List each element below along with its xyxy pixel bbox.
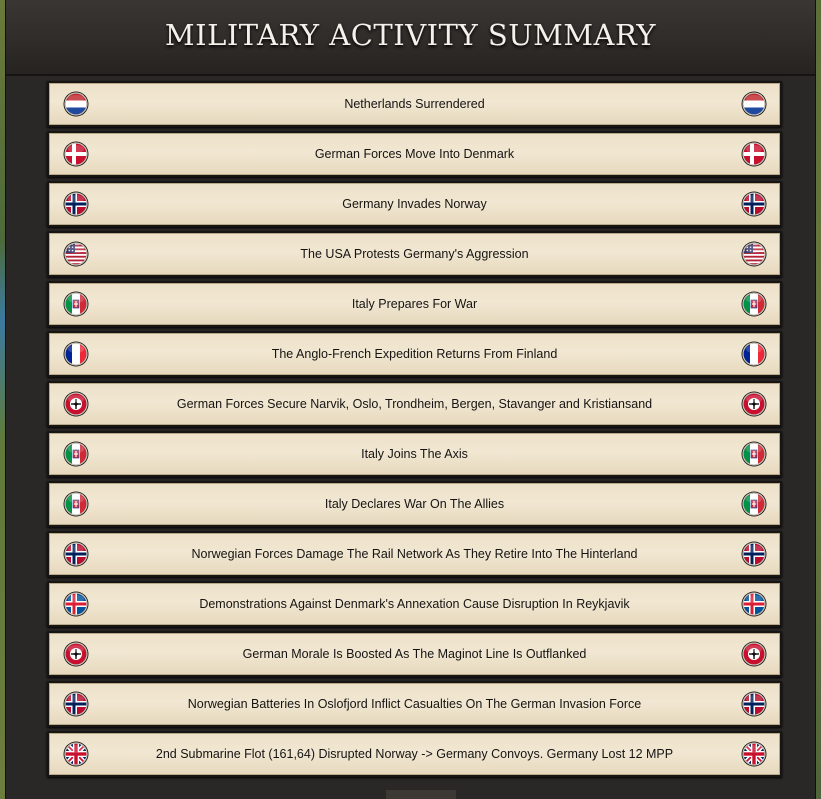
bottom-scroll-handle[interactable]: [386, 790, 456, 799]
norway-flag-icon: [741, 691, 767, 717]
event-row[interactable]: [47, 381, 782, 427]
italy-flag-icon: [63, 491, 89, 517]
netherlands-flag-icon: [63, 91, 89, 117]
event-row[interactable]: [47, 731, 782, 777]
italy-flag-icon: [63, 441, 89, 467]
norway-flag-icon: [63, 691, 89, 717]
denmark-flag-icon: [741, 141, 767, 167]
event-row[interactable]: [47, 481, 782, 527]
event-text: Demonstrations Against Denmark's Annexation Cause Disruption In Reykjavik: [199, 597, 630, 611]
germany-flag-icon: [63, 391, 89, 417]
italy-flag-icon: [741, 291, 767, 317]
event-row[interactable]: [47, 431, 782, 477]
uk-flag-icon: [741, 741, 767, 767]
event-row[interactable]: [47, 631, 782, 677]
event-text: German Forces Move Into Denmark: [314, 147, 515, 161]
iceland-flag-icon: [741, 591, 767, 617]
event-text: Italy Declares War On The Allies: [324, 497, 505, 511]
france-flag-icon: [741, 341, 767, 367]
norway-flag-icon: [741, 541, 767, 567]
norway-flag-icon: [63, 191, 89, 217]
germany-flag-icon: [741, 391, 767, 417]
germany-flag-icon: [741, 641, 767, 667]
netherlands-flag-icon: [741, 91, 767, 117]
event-row[interactable]: [47, 681, 782, 727]
event-text: Germany Invades Norway: [342, 197, 487, 211]
window-title: MILITARY ACTIVITY SUMMARY: [164, 18, 657, 52]
event-row[interactable]: [47, 281, 782, 327]
italy-flag-icon: [63, 291, 89, 317]
italy-flag-icon: [741, 441, 767, 467]
event-row[interactable]: [47, 81, 782, 127]
event-list: [47, 81, 782, 781]
italy-flag-icon: [741, 491, 767, 517]
event-text: Italy Joins The Axis: [361, 447, 468, 461]
event-text: German Morale Is Boosted As The Maginot Line Is Outflanked: [242, 647, 587, 661]
usa-flag-icon: [741, 241, 767, 267]
iceland-flag-icon: [63, 591, 89, 617]
event-row[interactable]: [47, 131, 782, 177]
event-text: Norwegian Batteries In Oslofjord Inflict Casualties On The German Invasion Force: [187, 697, 642, 711]
military-activity-window: [5, 0, 816, 799]
germany-flag-icon: [63, 641, 89, 667]
uk-flag-icon: [63, 741, 89, 767]
event-row[interactable]: [47, 531, 782, 577]
france-flag-icon: [63, 341, 89, 367]
event-row[interactable]: [47, 231, 782, 277]
event-row[interactable]: [47, 581, 782, 627]
usa-flag-icon: [63, 241, 89, 267]
event-text: Netherlands Surrendered: [344, 97, 485, 111]
event-row[interactable]: [47, 181, 782, 227]
event-text: Norwegian Forces Damage The Rail Network As They Retire Into The Hinterland: [191, 547, 638, 561]
denmark-flag-icon: [63, 141, 89, 167]
norway-flag-icon: [741, 191, 767, 217]
event-row[interactable]: [47, 331, 782, 377]
window-header: [6, 0, 815, 76]
event-text: 2nd Submarine Flot (161,64) Disrupted Norway -> Germany Convoys. Germany Lost 12 MPP: [155, 747, 674, 761]
event-text: The USA Protests Germany's Aggression: [300, 247, 529, 261]
event-text: German Forces Secure Narvik, Oslo, Trondheim, Bergen, Stavanger and Kristiansand: [176, 397, 653, 411]
event-text: Italy Prepares For War: [351, 297, 478, 311]
norway-flag-icon: [63, 541, 89, 567]
event-text: The Anglo-French Expedition Returns From Finland: [271, 347, 558, 361]
